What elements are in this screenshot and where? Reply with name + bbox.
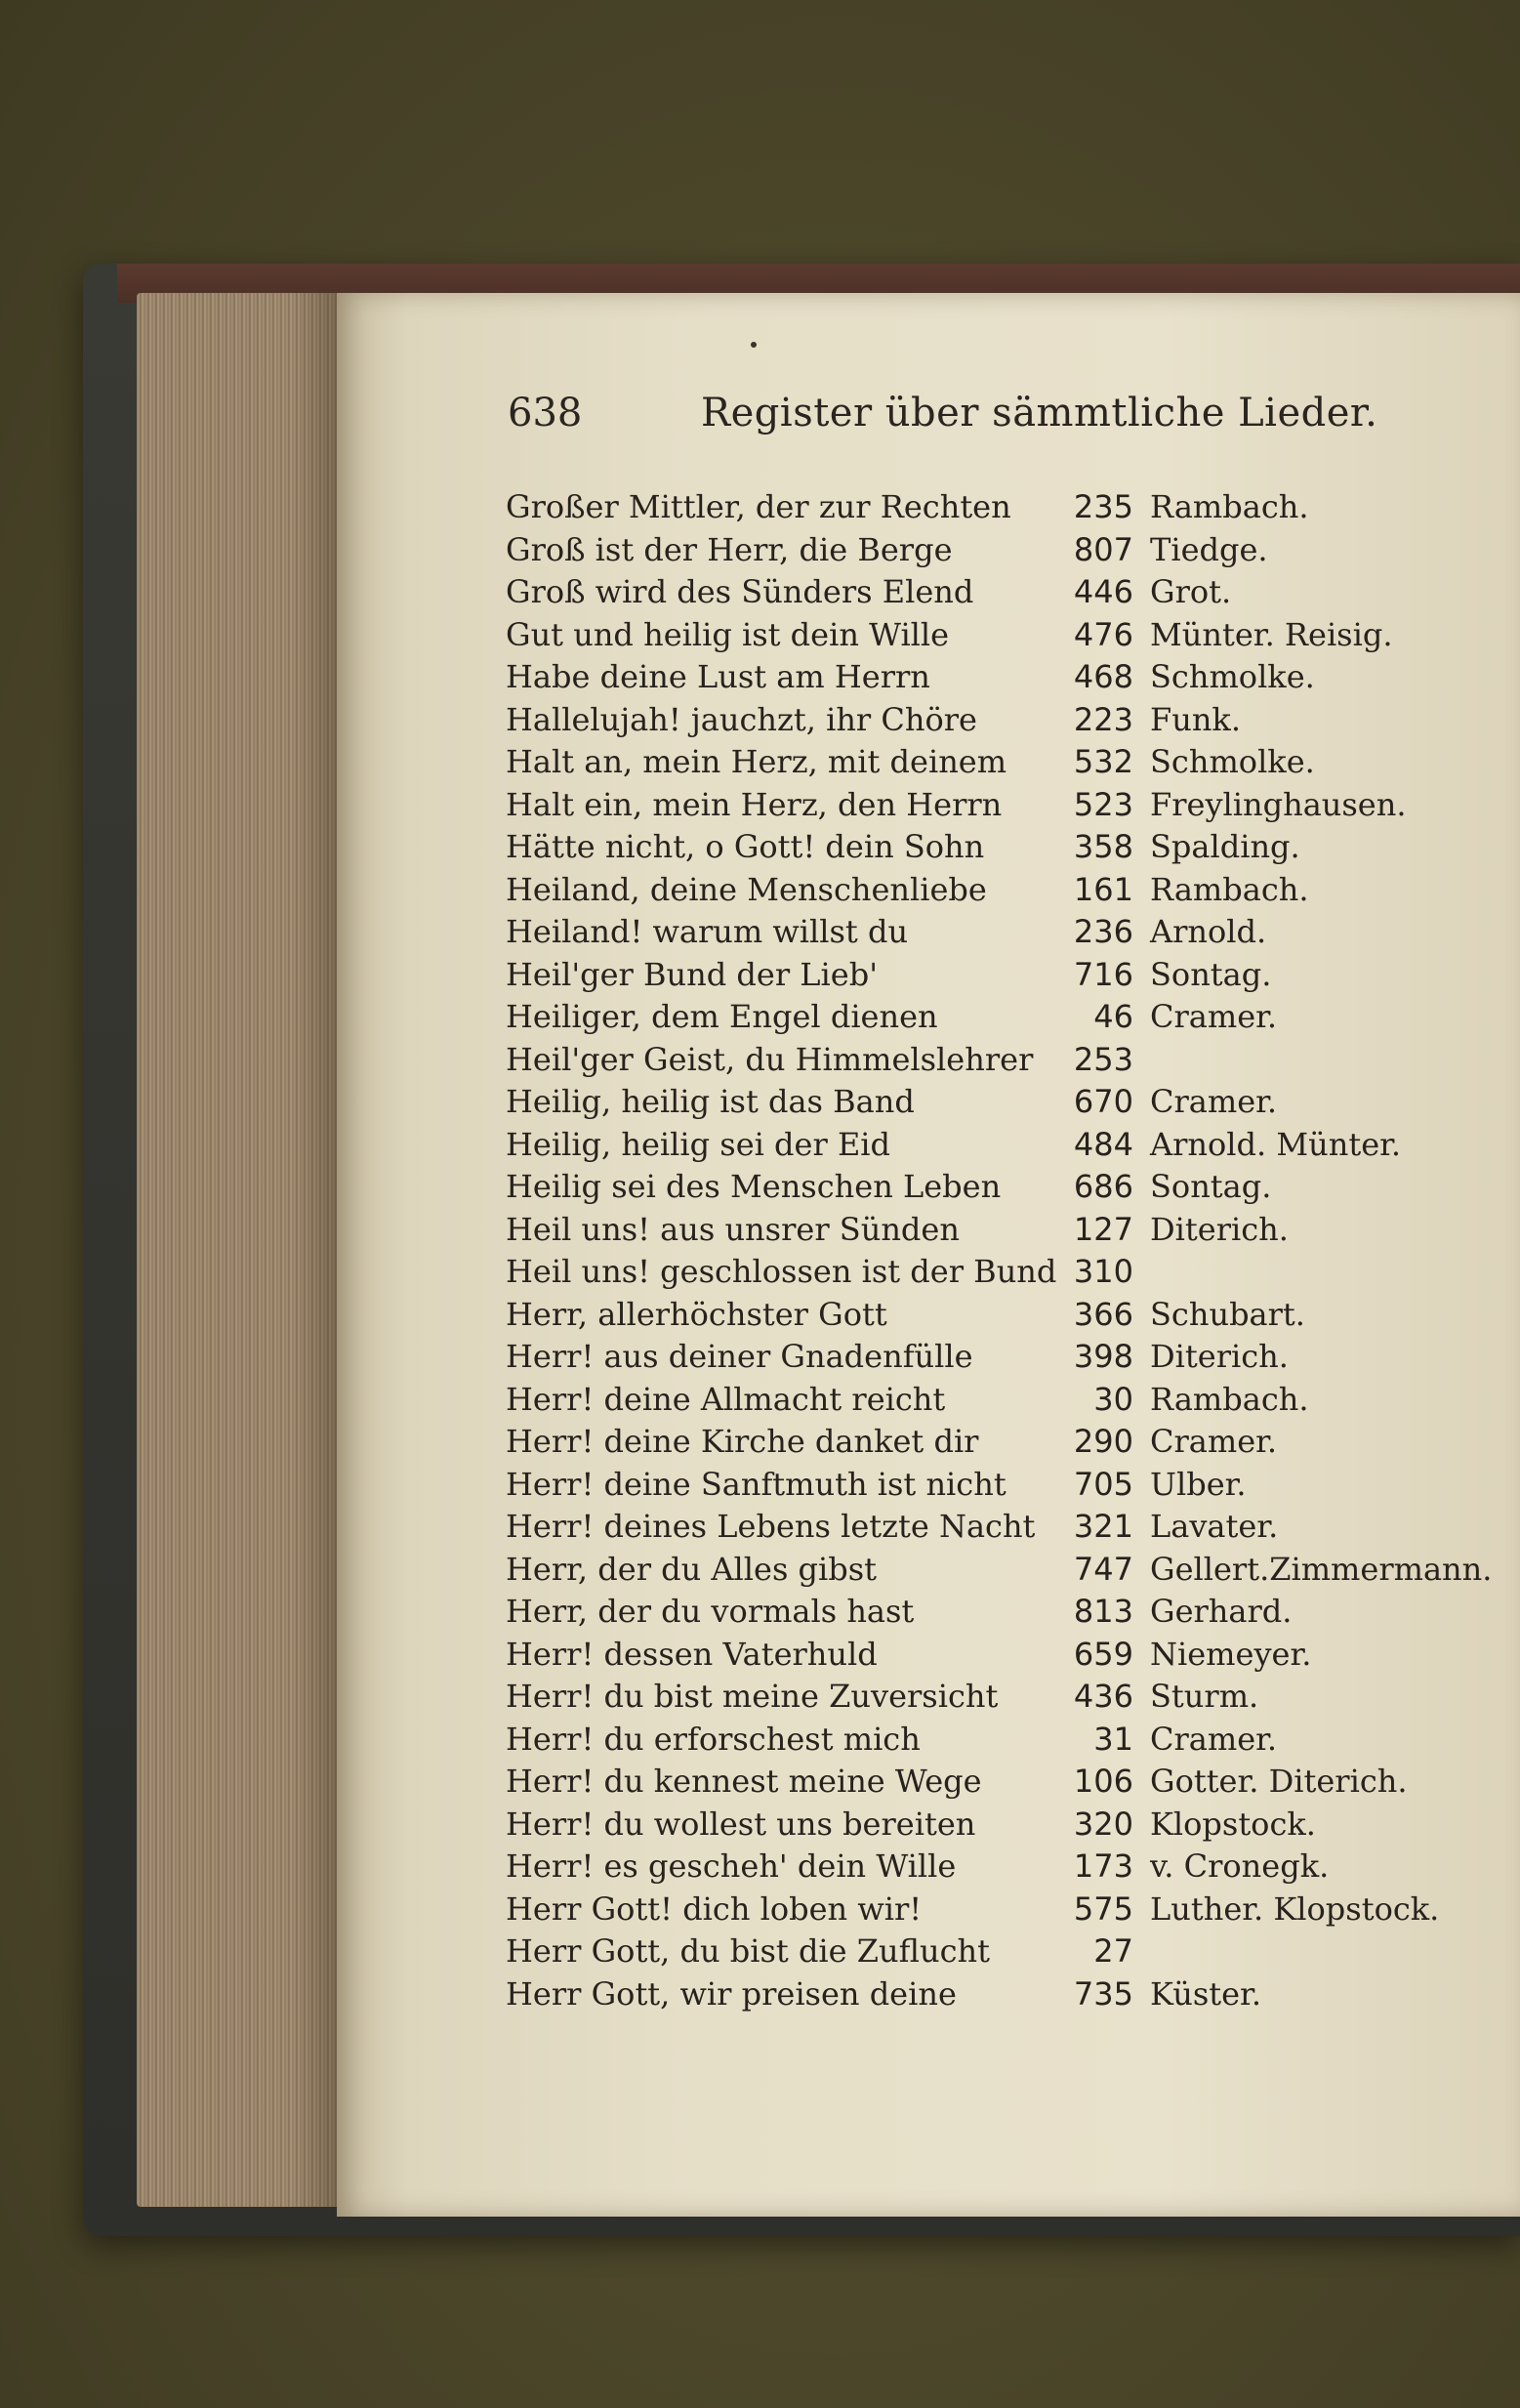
page-number: 638 — [508, 391, 583, 436]
list-item — [0, 529, 1520, 572]
hymn-author: Münter. Reisig. — [1150, 615, 1393, 653]
list-item — [0, 1591, 1520, 1634]
hymn-title: Herr Gott, wir preisen deine — [506, 1974, 957, 2013]
hymn-number: 320 — [1073, 1805, 1133, 1843]
hymn-author: Cramer. — [1150, 998, 1278, 1035]
hymn-title: Großer Mittler, der zur Rechten — [506, 488, 1011, 525]
list-item — [0, 826, 1520, 869]
hymn-number: 532 — [1073, 743, 1133, 780]
hymn-author: Arnold. Münter. — [1150, 1125, 1402, 1163]
hymn-number: 321 — [1073, 1508, 1133, 1545]
hymn-author: Rambach. — [1150, 1380, 1309, 1418]
list-item — [0, 1719, 1520, 1762]
hymn-number: 807 — [1073, 530, 1133, 568]
hymn-number: 484 — [1073, 1125, 1133, 1163]
hymn-author: Sontag. — [1150, 955, 1272, 993]
hymn-author: Rambach. — [1150, 488, 1309, 525]
hymn-author: v. Cronegk. — [1150, 1848, 1330, 1885]
hymn-title: Herr! du wollest uns bereiten — [506, 1805, 976, 1843]
hymn-title: Heiliger, dem Engel dienen — [506, 998, 938, 1035]
hymn-title: Herr Gott! dich loben wir! — [506, 1889, 923, 1928]
hymn-author: Spalding. — [1150, 828, 1300, 865]
hymn-title: Halt an, mein Herz, mit deinem — [506, 743, 1007, 780]
hymn-number: 659 — [1073, 1635, 1133, 1673]
list-item — [0, 699, 1520, 742]
hymn-number: 716 — [1073, 955, 1133, 993]
hymn-title: Hallelujah! jauchzt, ihr Chöre — [506, 700, 977, 738]
hymn-author: Sontag. — [1150, 1168, 1272, 1205]
hymn-title: Halt ein, mein Herz, den Herrn — [506, 785, 1003, 823]
list-item — [0, 996, 1520, 1039]
hymn-number: 686 — [1073, 1168, 1133, 1205]
hymn-title: Hätte nicht, o Gott! dein Sohn — [506, 828, 985, 865]
hymn-author: Gotter. Diterich. — [1150, 1763, 1408, 1800]
hymn-title: Herr, der du vormals hast — [506, 1593, 915, 1630]
hymn-number: 27 — [1093, 1932, 1133, 1970]
hymn-title: Heilig sei des Menschen Leben — [506, 1168, 1002, 1205]
hymn-title: Herr Gott, du bist die Zuflucht — [506, 1932, 990, 1970]
hymn-number: 735 — [1073, 1974, 1133, 2013]
hymn-number: 223 — [1073, 700, 1133, 738]
hymn-number: 236 — [1073, 913, 1133, 950]
hymn-number: 575 — [1073, 1889, 1133, 1928]
hymn-title: Herr! du kennest meine Wege — [506, 1763, 982, 1800]
list-item — [0, 1124, 1520, 1167]
hymn-author: Freylinghausen. — [1150, 785, 1407, 823]
hymn-author: Gellert.Zimmermann. — [1150, 1550, 1493, 1588]
hymn-title: Heil uns! aus unsrer Sünden — [506, 1210, 960, 1248]
list-item — [0, 1931, 1520, 1973]
list-item — [0, 1209, 1520, 1252]
hymn-author: Schmolke. — [1150, 658, 1315, 695]
hymn-number: 30 — [1093, 1380, 1133, 1418]
hymn-title: Herr! deine Kirche danket dir — [506, 1423, 979, 1460]
hymn-number: 476 — [1073, 615, 1133, 653]
hymn-author: Klopstock. — [1150, 1805, 1316, 1843]
hymn-title: Heiland! warum willst du — [506, 913, 909, 950]
hymn-title: Herr, allerhöchster Gott — [506, 1295, 887, 1333]
hymn-title: Heil'ger Bund der Lieb' — [506, 955, 878, 993]
list-item — [0, 1549, 1520, 1592]
list-item — [0, 911, 1520, 954]
hymn-title: Heil'ger Geist, du Himmelslehrer — [506, 1040, 1034, 1078]
hymn-number: 31 — [1093, 1720, 1133, 1758]
hymn-number: 468 — [1073, 658, 1133, 695]
list-item — [0, 1804, 1520, 1847]
hymn-author: Luther. Klopstock. — [1150, 1889, 1440, 1928]
hymn-author: Diterich. — [1150, 1210, 1289, 1248]
hymn-title: Heil uns! geschlossen ist der Bund — [506, 1253, 1057, 1290]
hymn-number: 705 — [1073, 1465, 1133, 1503]
hymn-author: Schubart. — [1150, 1295, 1305, 1333]
hymn-author: Küster. — [1150, 1974, 1261, 2013]
hymn-author: Cramer. — [1150, 1423, 1278, 1460]
list-item — [0, 1973, 1520, 2016]
list-item — [0, 869, 1520, 912]
hymn-author: Gerhard. — [1150, 1593, 1293, 1630]
hymn-author: Diterich. — [1150, 1338, 1289, 1375]
hymn-author: Cramer. — [1150, 1720, 1278, 1758]
list-item — [0, 1379, 1520, 1422]
list-item — [0, 1039, 1520, 1082]
hymn-number: 106 — [1073, 1763, 1133, 1800]
hymn-number: 398 — [1073, 1338, 1133, 1375]
hymn-title: Herr, der du Alles gibst — [506, 1550, 878, 1588]
list-item — [0, 1421, 1520, 1464]
hymn-title: Gut und heilig ist dein Wille — [506, 615, 950, 653]
hymn-title: Herr! aus deiner Gnadenfülle — [506, 1338, 973, 1375]
hymn-author: Schmolke. — [1150, 743, 1315, 780]
hymn-author: Cramer. — [1150, 1083, 1278, 1120]
hymn-title: Groß wird des Sünders Elend — [506, 573, 974, 610]
hymn-number: 127 — [1073, 1210, 1133, 1248]
hymn-title: Herr! deine Allmacht reicht — [506, 1380, 946, 1418]
hymn-title: Habe deine Lust am Herrn — [506, 658, 930, 695]
list-item — [0, 1889, 1520, 1931]
hymn-number: 235 — [1073, 488, 1133, 525]
hymn-title: Herr! deines Lebens letzte Nacht — [506, 1508, 1036, 1545]
hymn-number: 813 — [1073, 1593, 1133, 1630]
list-item — [0, 741, 1520, 784]
hymn-number: 670 — [1073, 1083, 1133, 1120]
hymn-number: 366 — [1073, 1295, 1133, 1333]
hymn-number: 290 — [1073, 1423, 1133, 1460]
hymn-title: Herr! du bist meine Zuversicht — [506, 1678, 999, 1715]
list-item — [0, 656, 1520, 699]
hymn-number: 310 — [1073, 1253, 1133, 1290]
hymn-title: Herr! dessen Vaterhuld — [506, 1635, 878, 1673]
hymn-number: 446 — [1073, 573, 1133, 610]
list-item — [0, 1761, 1520, 1804]
hymn-author: Lavater. — [1150, 1508, 1279, 1545]
hymn-title: Heilig, heilig ist das Band — [506, 1083, 915, 1120]
list-item — [0, 1294, 1520, 1337]
ink-dot — [751, 342, 757, 348]
hymn-number: 173 — [1073, 1848, 1133, 1885]
hymn-author: Grot. — [1150, 573, 1232, 610]
hymn-author: Funk. — [1150, 700, 1241, 738]
list-item — [0, 1634, 1520, 1677]
hymn-author: Ulber. — [1150, 1465, 1247, 1503]
list-item — [0, 1464, 1520, 1507]
hymn-number: 358 — [1073, 828, 1133, 865]
list-item — [0, 571, 1520, 614]
list-item — [0, 1846, 1520, 1889]
list-item — [0, 1676, 1520, 1719]
hymn-author: Niemeyer. — [1150, 1635, 1312, 1673]
hymn-number: 253 — [1073, 1040, 1133, 1078]
hymn-title: Herr! du erforschest mich — [506, 1720, 921, 1758]
list-item — [0, 784, 1520, 827]
list-item — [0, 614, 1520, 657]
hymn-title: Heilig, heilig sei der Eid — [506, 1125, 891, 1163]
hymn-author: Arnold. — [1150, 913, 1267, 950]
hymn-number: 747 — [1073, 1550, 1133, 1588]
hymn-number: 436 — [1073, 1678, 1133, 1715]
hymn-title: Herr! deine Sanftmuth ist nicht — [506, 1465, 1006, 1503]
list-item — [0, 1506, 1520, 1549]
list-item — [0, 1081, 1520, 1124]
list-item — [0, 1166, 1520, 1209]
hymn-author: Tiedge. — [1150, 530, 1268, 568]
list-item — [0, 954, 1520, 997]
hymn-title: Groß ist der Herr, die Berge — [506, 530, 953, 568]
page-title: Register über sämmtliche Lieder. — [701, 391, 1378, 436]
hymn-author: Sturm. — [1150, 1678, 1259, 1715]
hymn-title: Herr! es gescheh' dein Wille — [506, 1848, 957, 1885]
hymn-number: 523 — [1073, 785, 1133, 823]
hymn-author: Rambach. — [1150, 870, 1309, 908]
list-item — [0, 1251, 1520, 1294]
hymn-title: Heiland, deine Menschenliebe — [506, 870, 987, 908]
list-item — [0, 1336, 1520, 1379]
hymn-number: 46 — [1093, 998, 1133, 1035]
hymn-number: 161 — [1073, 870, 1133, 908]
list-item — [0, 486, 1520, 529]
